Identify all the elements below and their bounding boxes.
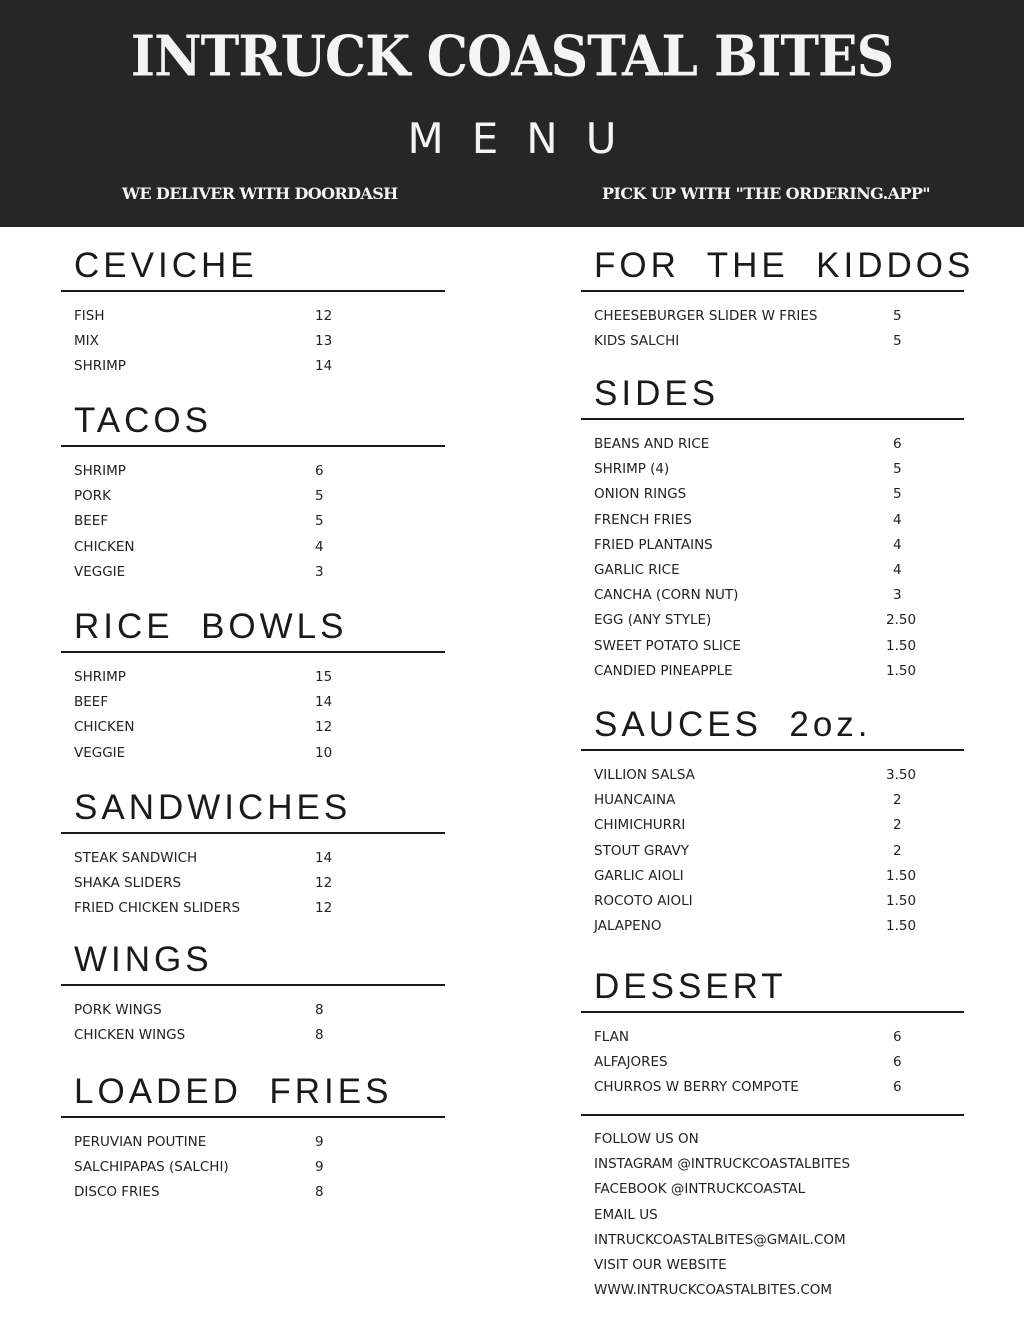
item-name: FLAN: [594, 1029, 629, 1045]
menu-item: [61, 1180, 445, 1205]
item-name: VEGGIE: [74, 744, 126, 761]
item-name: JALAPENO: [594, 918, 662, 935]
menu-item: [581, 533, 964, 558]
item-name: STOUT GRAVY: [594, 842, 690, 859]
section-rice-bowls: [61, 607, 445, 766]
menu-item: [61, 535, 445, 560]
menu-item: [581, 813, 964, 838]
menu-item: [581, 1025, 964, 1050]
item-name: CHURROS W BERRY COMPOTE: [594, 1079, 799, 1096]
menu-item: [581, 432, 964, 457]
menu-item: [581, 763, 964, 788]
website-url: WWW.INTRUCKCOASTALBITES.COM: [594, 1282, 833, 1299]
menu-item: [61, 459, 445, 484]
item-price: 1.50: [886, 867, 917, 884]
delivery-note: WE DELIVER WITH DOORDASH: [122, 184, 398, 203]
item-name: SHRIMP: [74, 358, 126, 375]
menu-item: [61, 665, 445, 690]
item-name: CHICKEN WINGS: [74, 1027, 186, 1044]
item-price: 2: [893, 842, 902, 859]
menu-item: [581, 839, 964, 864]
menu-item: [61, 354, 445, 379]
section-divider: [61, 832, 445, 834]
menu-item: [581, 457, 964, 482]
item-price: 6: [893, 1029, 902, 1045]
brand-title: INTRUCK COASTAL BITES: [130, 23, 894, 90]
item-name: CANDIED PINEAPPLE: [594, 662, 733, 679]
menu-item: [61, 304, 445, 329]
menu-item: [581, 864, 964, 889]
section-loaded-fries: [61, 1072, 445, 1206]
item-name: CANCHA (CORN NUT): [594, 587, 739, 604]
menu-item: [581, 1050, 964, 1075]
menu-heading: MENU: [407, 114, 645, 163]
section-divider: [581, 1011, 964, 1013]
item-price: 2: [893, 792, 902, 809]
item-name: SHRIMP: [74, 669, 126, 685]
menu-item: [581, 558, 964, 583]
section-title: FOR THE KIDDOS: [594, 246, 975, 285]
item-name: HUANCAINA: [594, 792, 676, 809]
menu-item: [61, 741, 445, 766]
section-dessert: [581, 967, 964, 1101]
item-price: 3.50: [886, 767, 917, 783]
menu-header: [0, 0, 1024, 227]
section-divider: [61, 445, 445, 447]
section-divider: [61, 1116, 445, 1118]
item-price: 5: [893, 308, 902, 324]
section-divider: [581, 1114, 964, 1116]
item-name: CHEESEBURGER SLIDER W FRIES: [594, 308, 818, 324]
item-price: 6: [893, 436, 902, 452]
item-name: VEGGIE: [74, 563, 126, 580]
facebook-handle: FACEBOOK @INTRUCKCOASTAL: [594, 1181, 806, 1198]
item-name: ROCOTO AIOLI: [594, 892, 693, 909]
menu-item: [61, 509, 445, 534]
item-name: GARLIC AIOLI: [594, 867, 684, 884]
section-divider: [581, 749, 964, 751]
section-title: CEVICHE: [74, 246, 258, 285]
menu-item: [61, 871, 445, 896]
item-name: EGG (ANY STYLE): [594, 612, 712, 629]
item-name: SHRIMP (4): [594, 461, 670, 478]
menu-item: [581, 329, 964, 354]
item-name: CHICKEN: [74, 719, 135, 736]
item-price: 1.50: [886, 662, 917, 679]
menu-item: [61, 560, 445, 585]
email-label: EMAIL US: [594, 1206, 658, 1223]
menu-item: [581, 508, 964, 533]
section-ceviche: [61, 246, 445, 380]
item-price: 2.50: [886, 612, 917, 629]
menu-item: [581, 482, 964, 507]
section-sauces: [581, 705, 964, 939]
item-price: 14: [315, 694, 333, 711]
item-name: FRENCH FRIES: [594, 511, 692, 528]
item-name: BEEF: [74, 694, 109, 711]
follow-us-label: FOLLOW US ON: [594, 1131, 699, 1147]
item-price: 6: [893, 1054, 902, 1071]
item-price: 14: [315, 358, 333, 375]
section-title: WINGS: [74, 940, 213, 979]
menu-item: [61, 715, 445, 740]
item-name: ONION RINGS: [594, 486, 687, 503]
instagram-handle: INSTAGRAM @INTRUCKCOASTALBITES: [594, 1156, 851, 1173]
item-name: SHAKA SLIDERS: [74, 875, 182, 892]
item-name: FRIED CHICKEN SLIDERS: [74, 900, 241, 917]
item-price: 10: [315, 744, 333, 761]
menu-item: [581, 889, 964, 914]
item-price: 8: [315, 1184, 324, 1201]
item-price: 12: [315, 900, 333, 917]
menu-item: [581, 304, 964, 329]
item-name: PORK: [74, 488, 111, 505]
item-price: 12: [315, 308, 333, 324]
item-name: CHICKEN: [74, 538, 135, 555]
menu-item: [581, 659, 964, 684]
menu-item: [581, 634, 964, 659]
item-name: SWEET POTATO SLICE: [594, 637, 741, 654]
item-name: ALFAJORES: [594, 1054, 668, 1071]
section-title: SAUCES 2oz.: [594, 705, 872, 744]
item-price: 1.50: [886, 892, 917, 909]
item-price: 8: [315, 1027, 324, 1044]
item-name: FISH: [74, 308, 105, 324]
item-name: VILLION SALSA: [594, 767, 695, 783]
item-price: 4: [893, 561, 902, 578]
section-wings: [61, 940, 445, 1048]
item-price: 12: [315, 719, 333, 736]
item-name: DISCO FRIES: [74, 1184, 160, 1201]
section-divider: [61, 651, 445, 653]
menu-item: [581, 608, 964, 633]
item-price: 6: [315, 463, 324, 479]
item-price: 9: [315, 1134, 324, 1150]
item-name: PORK WINGS: [74, 1002, 162, 1018]
item-price: 5: [893, 461, 902, 478]
menu-item: [61, 1155, 445, 1180]
item-price: 3: [893, 587, 902, 604]
menu-item: [581, 788, 964, 813]
item-price: 9: [315, 1159, 324, 1176]
contact-info: [581, 1114, 964, 1303]
item-name: BEEF: [74, 513, 109, 530]
item-price: 4: [315, 538, 324, 555]
item-name: GARLIC RICE: [594, 561, 680, 578]
menu-item: [61, 484, 445, 509]
item-price: 5: [315, 488, 324, 505]
section-title: SIDES: [594, 374, 720, 413]
section-title: LOADED FRIES: [74, 1072, 393, 1111]
item-price: 4: [893, 511, 902, 528]
item-name: SHRIMP: [74, 463, 126, 479]
item-name: PERUVIAN POUTINE: [74, 1134, 207, 1150]
section-title: RICE BOWLS: [74, 607, 348, 646]
section-title: SANDWICHES: [74, 788, 352, 827]
item-price: 1.50: [886, 918, 917, 935]
section-sandwiches: [61, 788, 445, 922]
menu-item: [581, 1075, 964, 1100]
item-name: MIX: [74, 333, 99, 350]
item-name: STEAK SANDWICH: [74, 850, 198, 866]
menu-item: [61, 1023, 445, 1048]
menu-item: [61, 690, 445, 715]
item-price: 5: [315, 513, 324, 530]
item-price: 14: [315, 850, 333, 866]
section-tacos: [61, 401, 445, 585]
section-divider: [61, 290, 445, 292]
menu-item: [61, 329, 445, 354]
section-for-the-kiddos: [581, 246, 975, 354]
item-price: 15: [315, 669, 333, 685]
menu-item: [581, 914, 964, 939]
item-price: 8: [315, 1002, 324, 1018]
item-name: CHIMICHURRI: [594, 817, 686, 834]
item-price: 2: [893, 817, 902, 834]
item-price: 3: [315, 563, 324, 580]
item-price: 5: [893, 333, 902, 350]
item-price: 4: [893, 536, 902, 553]
section-divider: [581, 290, 964, 292]
menu-item: [61, 998, 445, 1023]
item-price: 12: [315, 875, 333, 892]
section-title: DESSERT: [594, 967, 787, 1006]
section-sides: [581, 374, 964, 684]
menu-item: [581, 583, 964, 608]
menu-item: [61, 846, 445, 871]
item-price: 6: [893, 1079, 902, 1096]
menu-item: [61, 1130, 445, 1155]
website-label: VISIT OUR WEBSITE: [594, 1256, 727, 1273]
section-divider: [581, 418, 964, 420]
item-price: 1.50: [886, 637, 917, 654]
item-name: BEANS AND RICE: [594, 436, 710, 452]
item-price: 5: [893, 486, 902, 503]
email-address: INTRUCKCOASTALBITES@GMAIL.COM: [594, 1231, 846, 1248]
item-name: SALCHIPAPAS (SALCHI): [74, 1159, 229, 1176]
pickup-note: PICK UP WITH "THE ORDERING.APP": [602, 184, 931, 203]
section-title: TACOS: [74, 401, 212, 440]
menu-item: [61, 896, 445, 921]
section-divider: [61, 984, 445, 986]
item-name: KIDS SALCHI: [594, 333, 680, 350]
item-name: FRIED PLANTAINS: [594, 536, 713, 553]
item-price: 13: [315, 333, 333, 350]
